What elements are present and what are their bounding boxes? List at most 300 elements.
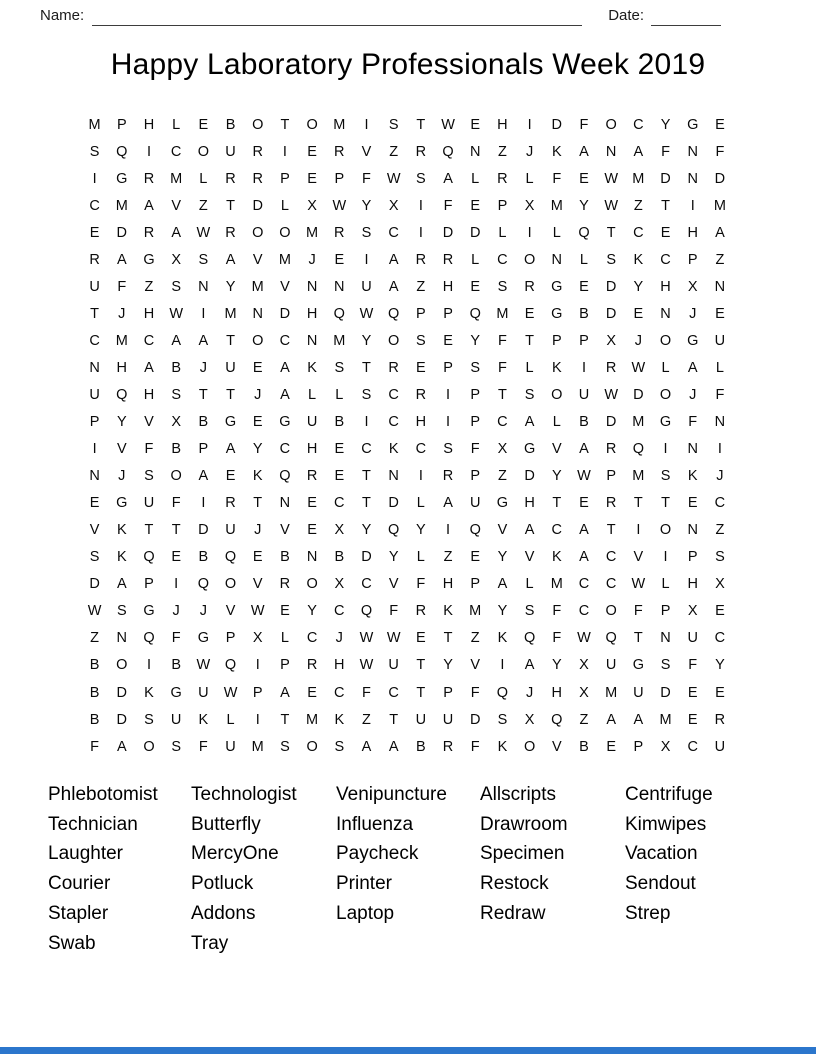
grid-cell: O xyxy=(388,332,400,349)
grid-cell: Q xyxy=(143,630,155,647)
grid-cell: Q xyxy=(523,630,536,647)
grid-cell: T xyxy=(443,630,453,647)
grid-cell: B xyxy=(198,414,209,431)
grid-cell: L xyxy=(552,224,561,241)
grid-cell: H xyxy=(524,495,535,512)
grid-cell: I xyxy=(663,549,668,566)
grid-cell: A xyxy=(715,224,725,241)
grid-cell: T xyxy=(661,495,670,512)
grid-cell: S xyxy=(497,278,508,295)
grid-cell: P xyxy=(116,116,127,133)
grid-cell: I xyxy=(174,576,179,593)
grid-cell: X xyxy=(687,603,698,620)
grid-cell: X xyxy=(252,630,263,647)
grid-cell: Y xyxy=(551,657,562,674)
grid-cell: I xyxy=(446,386,451,403)
grid-cell: T xyxy=(606,224,616,241)
grid-cell: J xyxy=(634,332,642,349)
word-column xyxy=(191,780,336,958)
grid-cell: V xyxy=(388,576,399,593)
grid-cell: E xyxy=(280,603,290,620)
grid-cell: U xyxy=(143,495,155,512)
grid-cell: L xyxy=(416,495,425,512)
grid-cell: O xyxy=(143,738,155,755)
grid-cell: N xyxy=(252,305,263,322)
grid-cell: Q xyxy=(469,522,481,539)
grid-cell: X xyxy=(334,576,345,593)
grid-cell: A xyxy=(144,197,154,214)
grid-cell: K xyxy=(497,738,508,755)
grid-cell: H xyxy=(334,657,345,674)
grid-cell: E xyxy=(334,251,345,268)
grid-cell: I xyxy=(146,143,151,160)
grid-cell: G xyxy=(116,170,128,187)
grid-cell: F xyxy=(470,441,480,458)
grid-cell: S xyxy=(524,603,535,620)
grid-cell: D xyxy=(388,495,399,512)
grid-cell: H xyxy=(306,305,318,322)
grid-cell: U xyxy=(198,684,209,701)
grid-cell: I xyxy=(282,143,287,160)
grid-cell: M xyxy=(333,332,346,349)
grid-cell: N xyxy=(116,630,128,647)
grid-cell: F xyxy=(497,359,507,376)
grid-cell: D xyxy=(551,116,563,133)
grid-cell: W xyxy=(631,359,646,376)
grid-cell: D xyxy=(116,711,128,728)
grid-cell: D xyxy=(714,170,726,187)
grid-cell: D xyxy=(605,278,617,295)
grid-cell: P xyxy=(443,305,453,322)
grid-cell: W xyxy=(196,657,211,674)
grid-cell: G xyxy=(523,441,536,458)
grid-cell: W xyxy=(223,684,238,701)
grid-cell: E xyxy=(715,603,725,620)
grid-cell: Z xyxy=(362,711,371,728)
grid-cell: E xyxy=(334,441,345,458)
grid-cell: W xyxy=(359,630,374,647)
grid-cell: S xyxy=(89,143,100,160)
grid-cell: E xyxy=(470,549,481,566)
grid-cell: K xyxy=(116,549,127,566)
word-item: Laptop xyxy=(336,902,395,924)
grid-cell: E xyxy=(89,495,100,512)
grid-cell: N xyxy=(687,170,698,187)
grid-cell: Q xyxy=(116,143,128,160)
grid-cell: F xyxy=(90,738,100,755)
grid-cell: U xyxy=(687,630,698,647)
grid-cell: A xyxy=(579,549,589,566)
grid-cell: X xyxy=(687,278,698,295)
grid-cell: Z xyxy=(579,711,589,728)
grid-cell: Q xyxy=(578,224,590,241)
grid-cell: D xyxy=(660,170,671,187)
grid-cell: P xyxy=(443,684,453,701)
grid-cell: T xyxy=(416,684,426,701)
grid-cell: O xyxy=(170,468,182,485)
grid-cell: W xyxy=(631,576,646,593)
grid-cell: R xyxy=(225,170,236,187)
grid-cell: E xyxy=(252,549,263,566)
grid-cell: W xyxy=(87,603,102,620)
grid-cell: J xyxy=(199,359,207,376)
grid-cell: D xyxy=(198,522,209,539)
grid-cell: O xyxy=(523,251,536,268)
grid-cell: Q xyxy=(279,468,291,485)
grid-cell: R xyxy=(605,359,617,376)
grid-cell: P xyxy=(416,305,426,322)
grid-cell: F xyxy=(661,143,670,160)
grid-cell: G xyxy=(687,332,699,349)
grid-cell: T xyxy=(416,657,426,674)
name-label: Name: xyxy=(40,7,85,24)
grid-cell: V xyxy=(116,441,127,458)
grid-cell: N xyxy=(334,278,345,295)
grid-cell: R xyxy=(605,495,617,512)
grid-cell: A xyxy=(116,738,127,755)
word-item: Allscripts xyxy=(480,784,557,805)
grid-cell: Y xyxy=(470,332,481,349)
grid-cell: L xyxy=(280,197,289,214)
grid-cell: S xyxy=(334,359,345,376)
grid-cell: M xyxy=(632,414,645,431)
date-label: Date: xyxy=(608,7,645,24)
grid-cell: R xyxy=(415,251,427,268)
grid-cell: I xyxy=(364,251,369,268)
grid-cell: I xyxy=(92,170,97,187)
grid-cell: Y xyxy=(579,197,589,214)
grid-cell: V xyxy=(252,576,263,593)
grid-cell: Y xyxy=(416,522,426,539)
grid-cell: O xyxy=(116,657,128,674)
grid-cell: Z xyxy=(497,468,507,485)
grid-cell: J xyxy=(335,630,343,647)
grid-cell: R xyxy=(143,224,155,241)
grid-cell: K xyxy=(687,468,698,485)
grid-cell: Y xyxy=(361,522,372,539)
page-title: Happy Laboratory Professionals Week 2019 xyxy=(110,48,706,81)
grid-cell: L xyxy=(471,170,480,187)
grid-cell: M xyxy=(550,197,563,214)
grid-cell: U xyxy=(442,711,454,728)
grid-cell: W xyxy=(359,305,374,322)
grid-cell: E xyxy=(443,332,453,349)
grid-cell: V xyxy=(633,549,644,566)
grid-cell: D xyxy=(279,305,291,322)
grid-cell: Z xyxy=(715,522,725,539)
grid-cell: L xyxy=(498,224,507,241)
grid-cell: A xyxy=(443,170,453,187)
grid-cell: E xyxy=(633,305,644,322)
grid-cell: V xyxy=(89,522,100,539)
grid-cell: F xyxy=(579,116,589,133)
grid-cell: M xyxy=(306,224,319,241)
grid-cell: V xyxy=(551,441,562,458)
word-column xyxy=(336,780,480,958)
grid-cell: A xyxy=(606,711,616,728)
grid-cell: E xyxy=(715,116,725,133)
grid-cell: C xyxy=(497,251,508,268)
grid-cell: P xyxy=(687,251,698,268)
grid-cell: M xyxy=(278,251,291,268)
grid-cell: Y xyxy=(252,441,263,458)
grid-cell: Y xyxy=(660,116,671,133)
grid-cell: D xyxy=(361,549,372,566)
grid-cell: A xyxy=(524,414,535,431)
grid-cell: A xyxy=(633,143,644,160)
word-item: Tray xyxy=(191,932,229,954)
word-list xyxy=(48,780,765,958)
grid-cell: W xyxy=(196,224,211,241)
grid-cell: S xyxy=(144,711,154,728)
grid-cell: H xyxy=(497,116,508,133)
grid-cell: N xyxy=(660,305,671,322)
grid-cell: T xyxy=(525,332,535,349)
grid-cell: H xyxy=(306,441,318,458)
grid-cell: A xyxy=(497,576,508,593)
grid-cell: T xyxy=(362,495,371,512)
grid-cell: R xyxy=(442,251,454,268)
grid-cell: E xyxy=(715,684,725,701)
grid-cell: B xyxy=(171,359,181,376)
grid-cell: Y xyxy=(497,603,508,620)
grid-cell: N xyxy=(687,522,698,539)
grid-cell: F xyxy=(688,414,698,431)
grid-cell: W xyxy=(386,630,401,647)
grid-cell: N xyxy=(306,278,318,295)
grid-cell: E xyxy=(579,170,589,187)
grid-cell: O xyxy=(605,116,617,133)
grid-cell: Q xyxy=(469,305,481,322)
grid-cell: B xyxy=(225,116,236,133)
grid-cell: T xyxy=(661,197,670,214)
grid-cell: K xyxy=(497,630,508,647)
word-item: Laughter xyxy=(48,843,124,865)
grid-cell: R xyxy=(225,224,236,241)
grid-cell: G xyxy=(496,495,509,512)
grid-cell: Y xyxy=(225,278,236,295)
grid-cell: O xyxy=(659,522,672,539)
grid-cell: G xyxy=(279,414,291,431)
grid-cell: I xyxy=(690,197,695,214)
word-item: MercyOne xyxy=(191,843,279,865)
grid-cell: I xyxy=(364,116,369,133)
grid-cell: G xyxy=(116,495,128,512)
grid-cell: H xyxy=(143,386,155,403)
grid-cell: R xyxy=(415,386,427,403)
grid-cell: V xyxy=(497,522,508,539)
grid-cell: T xyxy=(226,197,235,214)
word-item: Technician xyxy=(48,813,138,835)
grid-cell: H xyxy=(143,305,155,322)
grid-cell: E xyxy=(715,305,725,322)
grid-cell: C xyxy=(633,224,644,241)
grid-cell: W xyxy=(604,197,618,214)
grid-cell: K xyxy=(116,522,127,539)
grid-cell: H xyxy=(143,116,155,133)
word-item: Influenza xyxy=(336,813,414,835)
grid-cell: Y xyxy=(116,414,127,431)
grid-cell: U xyxy=(469,495,481,512)
grid-cell: E xyxy=(470,116,481,133)
grid-cell: R xyxy=(279,576,291,593)
grid-cell: R xyxy=(497,170,508,187)
grid-cell: S xyxy=(361,224,372,241)
grid-cell: U xyxy=(578,386,590,403)
grid-cell: L xyxy=(199,170,208,187)
grid-cell: J xyxy=(525,684,534,701)
grid-cell: Q xyxy=(442,143,454,160)
grid-cell: T xyxy=(280,711,290,728)
grid-cell: E xyxy=(470,278,481,295)
grid-cell: Z xyxy=(470,630,480,647)
grid-cell: T xyxy=(552,495,562,512)
grid-cell: F xyxy=(171,495,181,512)
grid-cell: L xyxy=(552,414,561,431)
grid-cell: M xyxy=(632,170,645,187)
grid-cell: T xyxy=(606,522,616,539)
grid-cell: P xyxy=(470,386,481,403)
grid-cell: U xyxy=(170,711,182,728)
grid-cell: S xyxy=(361,386,372,403)
grid-cell: P xyxy=(280,657,290,674)
grid-cell: N xyxy=(605,143,617,160)
grid-cell: K xyxy=(388,441,399,458)
grid-cell: I xyxy=(92,441,97,458)
grid-cell: E xyxy=(307,170,317,187)
grid-cell: E xyxy=(307,684,317,701)
grid-cell: Q xyxy=(116,386,128,403)
grid-cell: A xyxy=(524,522,535,539)
grid-cell: R xyxy=(388,359,399,376)
word-column xyxy=(480,780,625,958)
grid-cell: O xyxy=(252,332,264,349)
grid-cell: C xyxy=(660,251,671,268)
grid-cell: Z xyxy=(90,630,100,647)
grid-cell: O xyxy=(659,386,672,403)
grid-cell: Q xyxy=(632,441,644,458)
grid-cell: C xyxy=(605,576,617,593)
grid-cell: I xyxy=(446,522,451,539)
grid-cell: R xyxy=(442,738,454,755)
grid-cell: L xyxy=(525,170,534,187)
grid-cell: L xyxy=(172,116,181,133)
grid-cell: U xyxy=(415,711,427,728)
grid-cell: Z xyxy=(715,251,725,268)
grid-cell: Q xyxy=(360,603,373,620)
word-item: Centrifuge xyxy=(625,784,713,805)
grid-cell: L xyxy=(525,576,534,593)
grid-cell: K xyxy=(551,549,562,566)
grid-cell: N xyxy=(89,359,100,376)
grid-cell: O xyxy=(551,386,563,403)
grid-cell: I xyxy=(581,359,586,376)
footer-accent-bar xyxy=(0,1047,816,1054)
grid-cell: N xyxy=(714,414,726,431)
grid-cell: F xyxy=(715,386,725,403)
grid-cell: A xyxy=(144,359,154,376)
grid-cell: J xyxy=(308,251,316,268)
grid-cell: Y xyxy=(551,468,562,485)
grid-cell: G xyxy=(170,684,182,701)
grid-cell: C xyxy=(578,603,590,620)
grid-cell: Y xyxy=(443,657,453,674)
grid-cell: R xyxy=(334,143,345,160)
grid-cell: E xyxy=(89,224,100,241)
grid-cell: C xyxy=(551,522,563,539)
grid-cell: F xyxy=(497,332,507,349)
date-blank-line xyxy=(651,8,721,26)
grid-cell: U xyxy=(361,278,372,295)
grid-cell: L xyxy=(715,359,724,376)
grid-cell: T xyxy=(226,332,235,349)
grid-cell: D xyxy=(469,224,481,241)
grid-cell: G xyxy=(659,414,672,431)
grid-cell: O xyxy=(252,116,264,133)
grid-cell: E xyxy=(524,305,535,322)
grid-cell: B xyxy=(89,657,100,674)
grid-cell: Y xyxy=(633,278,644,295)
grid-cell: I xyxy=(146,657,151,674)
grid-cell: Q xyxy=(143,549,155,566)
grid-cell: A xyxy=(687,359,698,376)
word-item: Sendout xyxy=(625,873,696,895)
grid-cell: C xyxy=(306,630,318,647)
grid-cell: G xyxy=(197,630,209,647)
word-item: Specimen xyxy=(480,843,565,865)
grid-cell: F xyxy=(552,170,562,187)
grid-cell: Q xyxy=(388,522,400,539)
grid-cell: P xyxy=(497,197,508,214)
grid-cell: I xyxy=(717,441,722,458)
word-item: Paycheck xyxy=(336,843,419,865)
word-item: Courier xyxy=(48,873,111,895)
grid-cell: F xyxy=(633,603,643,620)
grid-cell: Z xyxy=(633,197,643,214)
grid-cell: X xyxy=(715,576,725,593)
grid-cell: D xyxy=(524,468,535,485)
grid-cell: D xyxy=(252,197,263,214)
grid-cell: O xyxy=(306,576,318,593)
grid-cell: U xyxy=(225,143,236,160)
grid-cell: I xyxy=(201,495,206,512)
grid-cell: S xyxy=(416,332,426,349)
grid-cell: H xyxy=(687,576,698,593)
grid-cell: A xyxy=(443,495,453,512)
grid-cell: T xyxy=(633,495,643,512)
grid-cell: B xyxy=(89,684,100,701)
grid-cell: E xyxy=(307,522,317,539)
grid-cell: Y xyxy=(388,549,399,566)
grid-cell: R xyxy=(334,224,345,241)
grid-cell: F xyxy=(552,630,562,647)
grid-cell: E xyxy=(687,495,698,512)
grid-cell: C xyxy=(633,116,644,133)
word-column xyxy=(625,780,765,958)
grid-cell: E xyxy=(606,738,616,755)
grid-cell: N xyxy=(279,495,291,512)
grid-cell: D xyxy=(605,414,617,431)
grid-cell: U xyxy=(225,522,236,539)
grid-cell: E xyxy=(198,116,209,133)
grid-cell: V xyxy=(551,738,562,755)
grid-cell: R xyxy=(89,251,100,268)
grid-cell: C xyxy=(361,441,372,458)
grid-cell: I xyxy=(446,414,451,431)
grid-cell: S xyxy=(334,738,345,755)
grid-cell: U xyxy=(714,738,726,755)
grid-cell: H xyxy=(660,278,671,295)
